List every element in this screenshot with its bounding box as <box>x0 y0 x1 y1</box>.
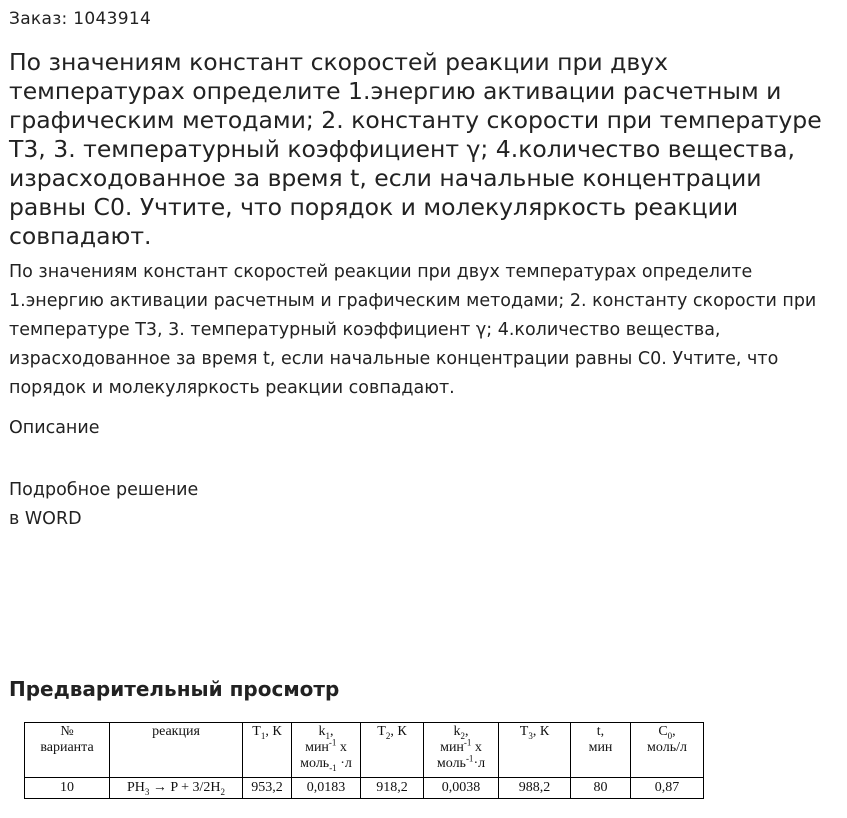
header-k2: $k_2$, мин$^{-1}$ х моль$^{-1}$·л <box>424 723 499 778</box>
variant-table <box>24 722 704 799</box>
header-variant: № варианта <box>25 723 110 778</box>
cell-t1: 953,2 <box>243 778 292 799</box>
header-t2: $Т_2$, К <box>361 723 424 778</box>
table-row <box>25 778 704 799</box>
header-time: t, мин <box>571 723 631 778</box>
cell-k2: 0,0038 <box>424 778 499 799</box>
order-number: Заказ: 1043914 <box>9 9 152 29</box>
cell-t2: 918,2 <box>361 778 424 799</box>
header-t1: $Т_1$, К <box>243 723 292 778</box>
solution-line-2: в WORD <box>9 509 82 529</box>
description-label: Описание <box>9 418 100 438</box>
header-c0: $С_0$, моль/л <box>631 723 704 778</box>
table-header-row <box>25 723 704 778</box>
preview-heading: Предварительный просмотр <box>9 677 340 701</box>
cell-c0: 0,87 <box>631 778 704 799</box>
task-description: По значениям констант скоростей реакции при двух температурах определите 1.энергию активации расчетным и графическим методами; 2. константу скорости при температуре Т3, 3. температурный коэффициент γ; 4.количество вещества, израсходованное за время t, если начальные концентрации равны С0. Учтите, что порядок и молекуляркость реакции совпадают. <box>9 262 817 398</box>
cell-time: 80 <box>571 778 631 799</box>
cell-reaction: $PH_3 \to P + 3/2H_2$ <box>110 778 243 799</box>
solution-line-1: Подробное решение <box>9 480 199 500</box>
header-k1: $k_1$, мин$^{-1}$ х моль$_{-1}$ ·л <box>292 723 361 778</box>
header-t3: $Т_3$, К <box>499 723 571 778</box>
cell-t3: 988,2 <box>499 778 571 799</box>
header-reaction: реакция <box>110 723 243 778</box>
cell-k1: 0,0183 <box>292 778 361 799</box>
task-title: По значениям констант скоростей реакции при двух температурах определите 1.энергию активации расчетным и графическим методами; 2. константу скорости при температуре Т3, 3. температурный коэффициент γ; 4.количество вещества, израсходованное за время t, если начальные концентрации равны С0. Учтите, что порядок и молекуляркость реакции совпадают. <box>9 48 822 250</box>
cell-variant: 10 <box>25 778 110 799</box>
